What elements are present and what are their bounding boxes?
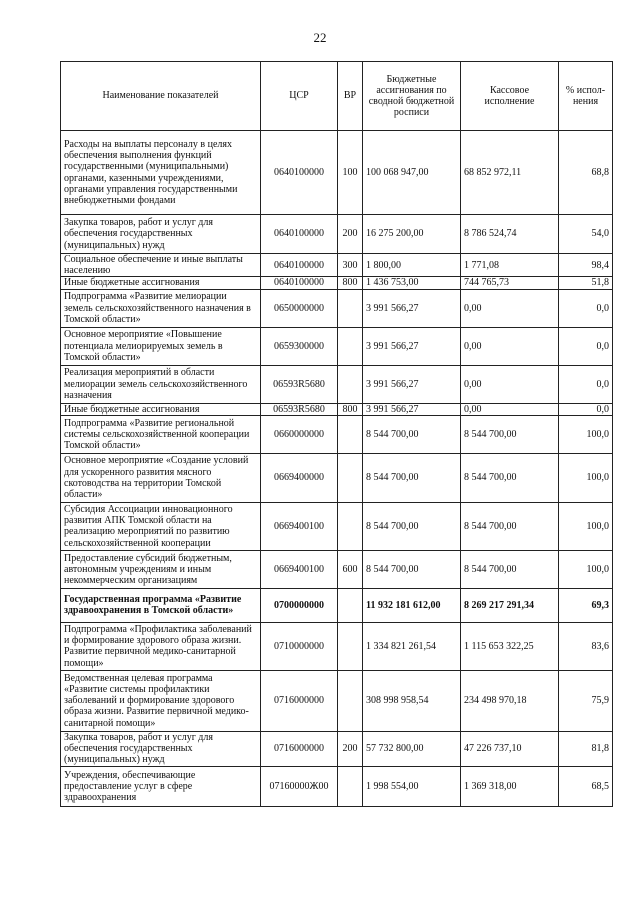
- cell-pct: 100,0: [559, 502, 613, 550]
- cell-cash: 0,00: [461, 327, 559, 365]
- cell-csr: 0640100000: [261, 215, 338, 254]
- cell-pct: 81,8: [559, 731, 613, 766]
- cell-name: Расходы на выплаты персоналу в целях обеспечения выполнения функций государственными (муниципальными) органами, казенными учреждениями, органами управления государственными внебюджетными фондами: [61, 131, 261, 215]
- cell-budget: 3 991 566,27: [363, 403, 461, 415]
- header-cash: Кассовое исполнение: [461, 62, 559, 131]
- cell-budget: 308 998 958,54: [363, 670, 461, 731]
- cell-csr: 0669400100: [261, 550, 338, 588]
- cell-name: Иные бюджетные ассигнования: [61, 277, 261, 289]
- table-row: [61, 327, 613, 365]
- table-row: [61, 731, 613, 766]
- cell-budget: 1 334 821 261,54: [363, 622, 461, 670]
- cell-pct: 83,6: [559, 622, 613, 670]
- cell-vr: 200: [338, 731, 363, 766]
- table-row: [61, 766, 613, 806]
- header-csr: ЦСР: [261, 62, 338, 131]
- cell-pct: 51,8: [559, 277, 613, 289]
- table-row: [61, 289, 613, 327]
- table-row: [61, 415, 613, 453]
- cell-cash: 8 544 700,00: [461, 453, 559, 502]
- cell-pct: 100,0: [559, 453, 613, 502]
- cell-name: Государственная программа «Развитие здравоохранения в Томской области»: [61, 588, 261, 622]
- cell-csr: 0650000000: [261, 289, 338, 327]
- cell-cash: 8 544 700,00: [461, 550, 559, 588]
- cell-cash: 8 786 524,74: [461, 215, 559, 254]
- cell-csr: 06593R5680: [261, 365, 338, 403]
- cell-cash: 1 369 318,00: [461, 766, 559, 806]
- cell-cash: 0,00: [461, 403, 559, 415]
- budget-execution-table: [60, 61, 613, 807]
- cell-budget: 8 544 700,00: [363, 415, 461, 453]
- table-row: [61, 215, 613, 254]
- cell-pct: 69,3: [559, 588, 613, 622]
- cell-pct: 75,9: [559, 670, 613, 731]
- table-row: [61, 277, 613, 289]
- cell-cash: 8 544 700,00: [461, 415, 559, 453]
- cell-cash: 68 852 972,11: [461, 131, 559, 215]
- cell-csr: 0710000000: [261, 622, 338, 670]
- cell-vr: 200: [338, 215, 363, 254]
- cell-csr: 0669400000: [261, 453, 338, 502]
- cell-cash: 47 226 737,10: [461, 731, 559, 766]
- cell-cash: 8 544 700,00: [461, 502, 559, 550]
- cell-vr: 600: [338, 550, 363, 588]
- table-row: [61, 403, 613, 415]
- cell-pct: 98,4: [559, 254, 613, 277]
- cell-pct: 68,5: [559, 766, 613, 806]
- cell-budget: 3 991 566,27: [363, 365, 461, 403]
- cell-vr: [338, 453, 363, 502]
- cell-vr: [338, 622, 363, 670]
- table-row: [61, 453, 613, 502]
- table-header-row: [61, 62, 613, 131]
- cell-budget: 8 544 700,00: [363, 502, 461, 550]
- cell-cash: 0,00: [461, 289, 559, 327]
- table-row: [61, 365, 613, 403]
- cell-csr: 07160000Ж00: [261, 766, 338, 806]
- cell-budget: 8 544 700,00: [363, 550, 461, 588]
- cell-cash: 8 269 217 291,34: [461, 588, 559, 622]
- cell-name: Реализация мероприятий в области мелиорации земель сельскохозяйственного назначения: [61, 365, 261, 403]
- cell-vr: [338, 670, 363, 731]
- cell-vr: [338, 415, 363, 453]
- header-pct: % испол-нения: [559, 62, 613, 131]
- cell-vr: [338, 365, 363, 403]
- table-row: [61, 622, 613, 670]
- cell-csr: 0716000000: [261, 731, 338, 766]
- cell-pct: 0,0: [559, 403, 613, 415]
- cell-vr: 800: [338, 403, 363, 415]
- header-vr: ВР: [338, 62, 363, 131]
- table-row: [61, 588, 613, 622]
- cell-vr: 300: [338, 254, 363, 277]
- cell-name: Учреждения, обеспечивающие предоставление услуг в сфере здравоохранения: [61, 766, 261, 806]
- cell-csr: 06593R5680: [261, 403, 338, 415]
- cell-name: Подпрограмма «Развитие региональной системы сельскохозяйственной кооперации Томской области»: [61, 415, 261, 453]
- cell-budget: 57 732 800,00: [363, 731, 461, 766]
- cell-name: Ведомственная целевая программа «Развитие системы профилактики заболеваний и формирование здорового образа жизни. Развитие первичной медико-санитарной помощи»: [61, 670, 261, 731]
- cell-csr: 0640100000: [261, 131, 338, 215]
- cell-budget: 1 998 554,00: [363, 766, 461, 806]
- cell-name: Закупка товаров, работ и услуг для обеспечения государственных (муниципальных) нужд: [61, 215, 261, 254]
- cell-name: Основное мероприятие «Повышение потенциала мелиорируемых земель в Томской области»: [61, 327, 261, 365]
- cell-budget: 1 800,00: [363, 254, 461, 277]
- cell-vr: [338, 502, 363, 550]
- cell-budget: 3 991 566,27: [363, 289, 461, 327]
- page-number: 22: [313, 30, 327, 45]
- cell-name: Подпрограмма «Развитие мелиорации земель сельскохозяйственного назначения в Томской области»: [61, 289, 261, 327]
- cell-budget: 1 436 753,00: [363, 277, 461, 289]
- cell-pct: 68,8: [559, 131, 613, 215]
- cell-vr: [338, 588, 363, 622]
- cell-name: Основное мероприятие «Создание условий для ускоренного развития мясного скотоводства на территории Томской области»: [61, 453, 261, 502]
- cell-pct: 0,0: [559, 365, 613, 403]
- cell-csr: 0700000000: [261, 588, 338, 622]
- cell-budget: 11 932 181 612,00: [363, 588, 461, 622]
- cell-cash: 0,00: [461, 365, 559, 403]
- cell-pct: 100,0: [559, 415, 613, 453]
- cell-csr: 0716000000: [261, 670, 338, 731]
- header-name: Наименование показателей: [61, 62, 261, 131]
- cell-pct: 100,0: [559, 550, 613, 588]
- cell-pct: 0,0: [559, 327, 613, 365]
- table-row: [61, 502, 613, 550]
- cell-name: Иные бюджетные ассигнования: [61, 403, 261, 415]
- cell-vr: [338, 766, 363, 806]
- cell-budget: 100 068 947,00: [363, 131, 461, 215]
- cell-budget: 3 991 566,27: [363, 327, 461, 365]
- cell-name: Социальное обеспечение и иные выплаты населению: [61, 254, 261, 277]
- cell-vr: 100: [338, 131, 363, 215]
- cell-csr: 0669400100: [261, 502, 338, 550]
- cell-cash: 1 771,08: [461, 254, 559, 277]
- cell-cash: 744 765,73: [461, 277, 559, 289]
- table-row: [61, 131, 613, 215]
- cell-pct: 54,0: [559, 215, 613, 254]
- cell-name: Предоставление субсидий бюджетным, автономным учреждениям и иным некоммерческим организациям: [61, 550, 261, 588]
- cell-vr: 800: [338, 277, 363, 289]
- cell-csr: 0640100000: [261, 254, 338, 277]
- cell-cash: 234 498 970,18: [461, 670, 559, 731]
- table-row: [61, 670, 613, 731]
- cell-name: Подпрограмма «Профилактика заболеваний и формирование здорового образа жизни. Развитие первичной медико-санитарной помощи»: [61, 622, 261, 670]
- cell-name: Закупка товаров, работ и услуг для обеспечения государственных (муниципальных) нужд: [61, 731, 261, 766]
- cell-budget: 8 544 700,00: [363, 453, 461, 502]
- cell-csr: 0659300000: [261, 327, 338, 365]
- cell-vr: [338, 327, 363, 365]
- cell-cash: 1 115 653 322,25: [461, 622, 559, 670]
- cell-budget: 16 275 200,00: [363, 215, 461, 254]
- cell-name: Субсидия Ассоциации инновационного развития АПК Томской области на реализацию мероприятий по развитию сельскохозяйственной кооперации: [61, 502, 261, 550]
- cell-pct: 0,0: [559, 289, 613, 327]
- cell-csr: 0660000000: [261, 415, 338, 453]
- cell-vr: [338, 289, 363, 327]
- table-row: [61, 254, 613, 277]
- cell-csr: 0640100000: [261, 277, 338, 289]
- table-row: [61, 550, 613, 588]
- header-budget: Бюджетные ассигнования по сводной бюджетной росписи: [363, 62, 461, 131]
